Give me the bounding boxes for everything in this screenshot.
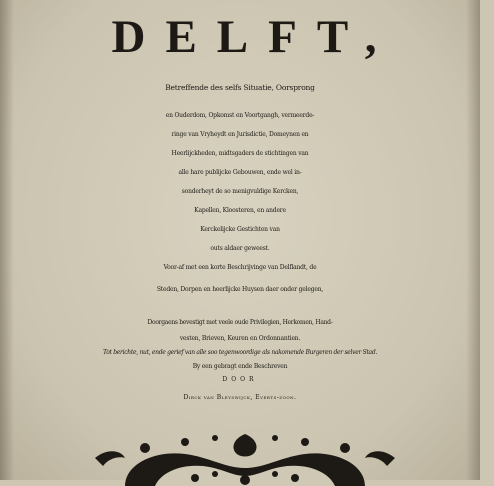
- ornament-icon: [85, 428, 405, 486]
- subtitle-line-4: Heerlijckheden, midtsgaders de stichtingen van: [171, 150, 309, 157]
- page-edge-left: [0, 0, 14, 480]
- author-name: Dirck van Bleyswijck, Everts-zoon.: [183, 394, 297, 401]
- subtitle-line-9: outs aldaer geweest.: [210, 245, 270, 252]
- description-line-3: Doorgaens bevestigt met veele oude Privilegien, Herkomen, Hand-: [147, 319, 333, 326]
- city-title: DELFT,: [111, 11, 397, 63]
- subtitle-line-8: Kerckelijcke Gestichten van: [200, 226, 280, 233]
- subtitle-line-1: Betreffende des selfs Situatie, Oorsprong: [165, 83, 315, 92]
- subtitle-line-3: ringe van Vryheydt en Jurisdictie, Domeynen en: [171, 131, 309, 138]
- title-top-fragment: [0, 0, 480, 1]
- page-edge-right: [466, 0, 480, 480]
- subtitle-line-2: en Ouderdom, Opkomst en Voortgangh, vermeerde-: [165, 112, 315, 119]
- subtitle-line-7: Kapellen, Kloosteren, en andere: [194, 207, 286, 214]
- subtitle-line-5: alle hare publijcke Gebouwen, ende wel in-: [178, 169, 302, 176]
- door-label: DOOR: [222, 376, 258, 383]
- description-line-1: Voor-af met een korte Beschrijvinge van Delflandt, de: [163, 264, 317, 271]
- subtitle-line-6: sonderheyt de so menigvuldige Kercken,: [181, 188, 299, 195]
- description-line-4: vesten, Brieven, Keuren en Ordonnantien.: [179, 335, 301, 342]
- description-line-2: Steden, Dorpen en heerlijcke Huysen daer onder gelegen,: [156, 286, 324, 293]
- compiled-line: By een gebragt ende Beschreven: [192, 363, 288, 370]
- purpose-line: Tot berichte, nut, ende gerief van alle soo tegenwoordige als nakomende Burgeren der selver Stad.: [103, 349, 377, 356]
